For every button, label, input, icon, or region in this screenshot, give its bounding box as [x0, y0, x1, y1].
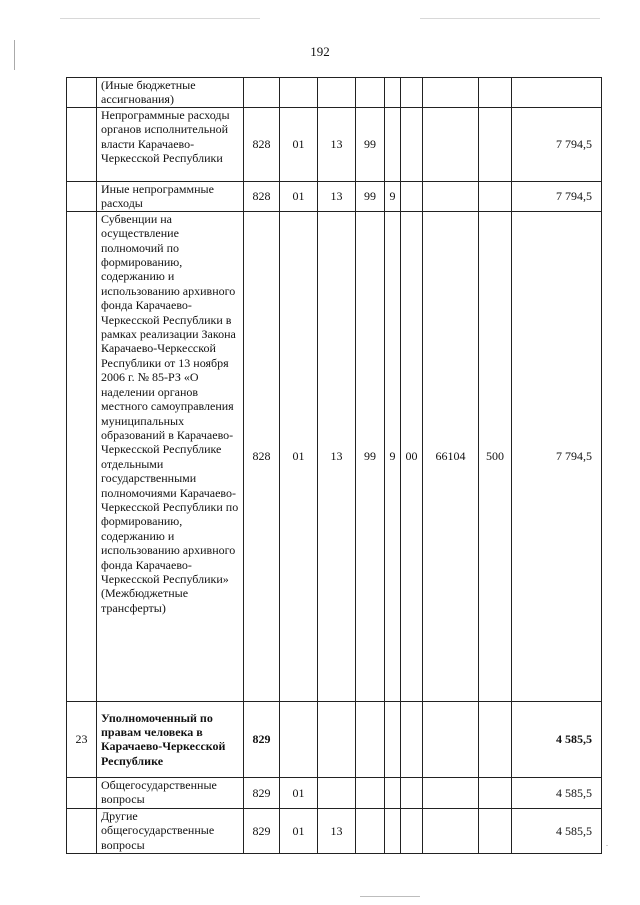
row-number-cell: [67, 777, 97, 808]
pr-cell: [318, 777, 356, 808]
program-cell: 99: [356, 107, 385, 181]
ved-cell: 829: [244, 701, 280, 777]
vr-cell: [479, 78, 512, 108]
table-row: [67, 78, 602, 108]
row-number-cell: [67, 211, 97, 701]
row-name-cell: Субвенции на осуществление полномочий по формированию, содержанию и использованию архивного фонда Карачаево-Черкесской Республики в рамках реализации Закона Карачаево-Черкесской Республики от 13 ноября 2006 г. № 85-РЗ «О наделении органов местного самоуправления муниципальных образований в Карачаево-Черкесской Республике отдельными государственными полномочиями Карачаево-Черкесской Республики по формированию, содержанию и использованию архивного фонда Карачаево-Черкесской Республики» (Межбюджетные трансферты): [97, 211, 244, 701]
activity-cell: 00: [401, 211, 423, 701]
scan-artifact-line: [60, 18, 260, 19]
rz-cell: 01: [280, 777, 318, 808]
subprogram-cell: 9: [385, 181, 401, 211]
activity-cell: [401, 107, 423, 181]
rz-cell: 01: [280, 107, 318, 181]
direction-cell: [423, 808, 479, 853]
row-name-cell: Другие общегосударственные вопросы: [97, 808, 244, 853]
activity-cell: [401, 777, 423, 808]
ved-cell: 829: [244, 808, 280, 853]
amount-cell: 7 794,5: [512, 181, 602, 211]
vr-cell: [479, 181, 512, 211]
row-name-cell: Непрограммные расходы органов исполнительной власти Карачаево-Черкесской Республики: [97, 107, 244, 181]
subprogram-cell: [385, 701, 401, 777]
pr-cell: 13: [318, 107, 356, 181]
amount-cell: 4 585,5: [512, 808, 602, 853]
subprogram-cell: [385, 808, 401, 853]
program-cell: [356, 78, 385, 108]
activity-cell: [401, 808, 423, 853]
rz-cell: 01: [280, 808, 318, 853]
table-row: [67, 211, 602, 701]
subprogram-cell: [385, 78, 401, 108]
row-number-cell: [67, 181, 97, 211]
table-row: [67, 808, 602, 853]
row-name-cell: Общегосударственные вопросы: [97, 777, 244, 808]
amount-cell: 4 585,5: [512, 701, 602, 777]
ved-cell: 828: [244, 211, 280, 701]
pr-cell: 13: [318, 211, 356, 701]
scan-artifact-line: [360, 896, 420, 897]
scan-artifact-dot: [14, 40, 15, 70]
budget-table: [66, 77, 602, 854]
row-number-cell: [67, 808, 97, 853]
vr-cell: [479, 777, 512, 808]
table-row: [67, 107, 602, 181]
scan-artifact-dot: [606, 845, 608, 846]
scan-artifact-line: [420, 18, 600, 19]
direction-cell: [423, 78, 479, 108]
program-cell: [356, 808, 385, 853]
table-row: [67, 701, 602, 777]
pr-cell: [318, 78, 356, 108]
program-cell: [356, 777, 385, 808]
amount-cell: 4 585,5: [512, 777, 602, 808]
ved-cell: 828: [244, 107, 280, 181]
table-row: [67, 181, 602, 211]
pr-cell: 13: [318, 181, 356, 211]
pr-cell: [318, 701, 356, 777]
program-cell: 99: [356, 181, 385, 211]
amount-cell: 7 794,5: [512, 107, 602, 181]
row-name-cell: Уполномоченный по правам человека в Карачаево-Черкесской Республике: [97, 701, 244, 777]
rz-cell: 01: [280, 181, 318, 211]
row-name-cell: Иные непрограммные расходы: [97, 181, 244, 211]
row-name-cell: (Иные бюджетные ассигнования): [97, 78, 244, 108]
subprogram-cell: 9: [385, 211, 401, 701]
row-number-cell: [67, 78, 97, 108]
rz-cell: [280, 701, 318, 777]
table-row: [67, 777, 602, 808]
subprogram-cell: [385, 777, 401, 808]
amount-cell: [512, 78, 602, 108]
pr-cell: 13: [318, 808, 356, 853]
subprogram-cell: [385, 107, 401, 181]
ved-cell: 828: [244, 181, 280, 211]
direction-cell: [423, 701, 479, 777]
direction-cell: 66104: [423, 211, 479, 701]
vr-cell: 500: [479, 211, 512, 701]
direction-cell: [423, 181, 479, 211]
row-number-cell: 23: [67, 701, 97, 777]
row-number-cell: [67, 107, 97, 181]
program-cell: [356, 701, 385, 777]
direction-cell: [423, 107, 479, 181]
ved-cell: 829: [244, 777, 280, 808]
vr-cell: [479, 701, 512, 777]
vr-cell: [479, 107, 512, 181]
activity-cell: [401, 78, 423, 108]
direction-cell: [423, 777, 479, 808]
activity-cell: [401, 181, 423, 211]
ved-cell: [244, 78, 280, 108]
page-number: 192: [310, 44, 330, 59]
vr-cell: [479, 808, 512, 853]
amount-cell: 7 794,5: [512, 211, 602, 701]
rz-cell: [280, 78, 318, 108]
rz-cell: 01: [280, 211, 318, 701]
program-cell: 99: [356, 211, 385, 701]
activity-cell: [401, 701, 423, 777]
